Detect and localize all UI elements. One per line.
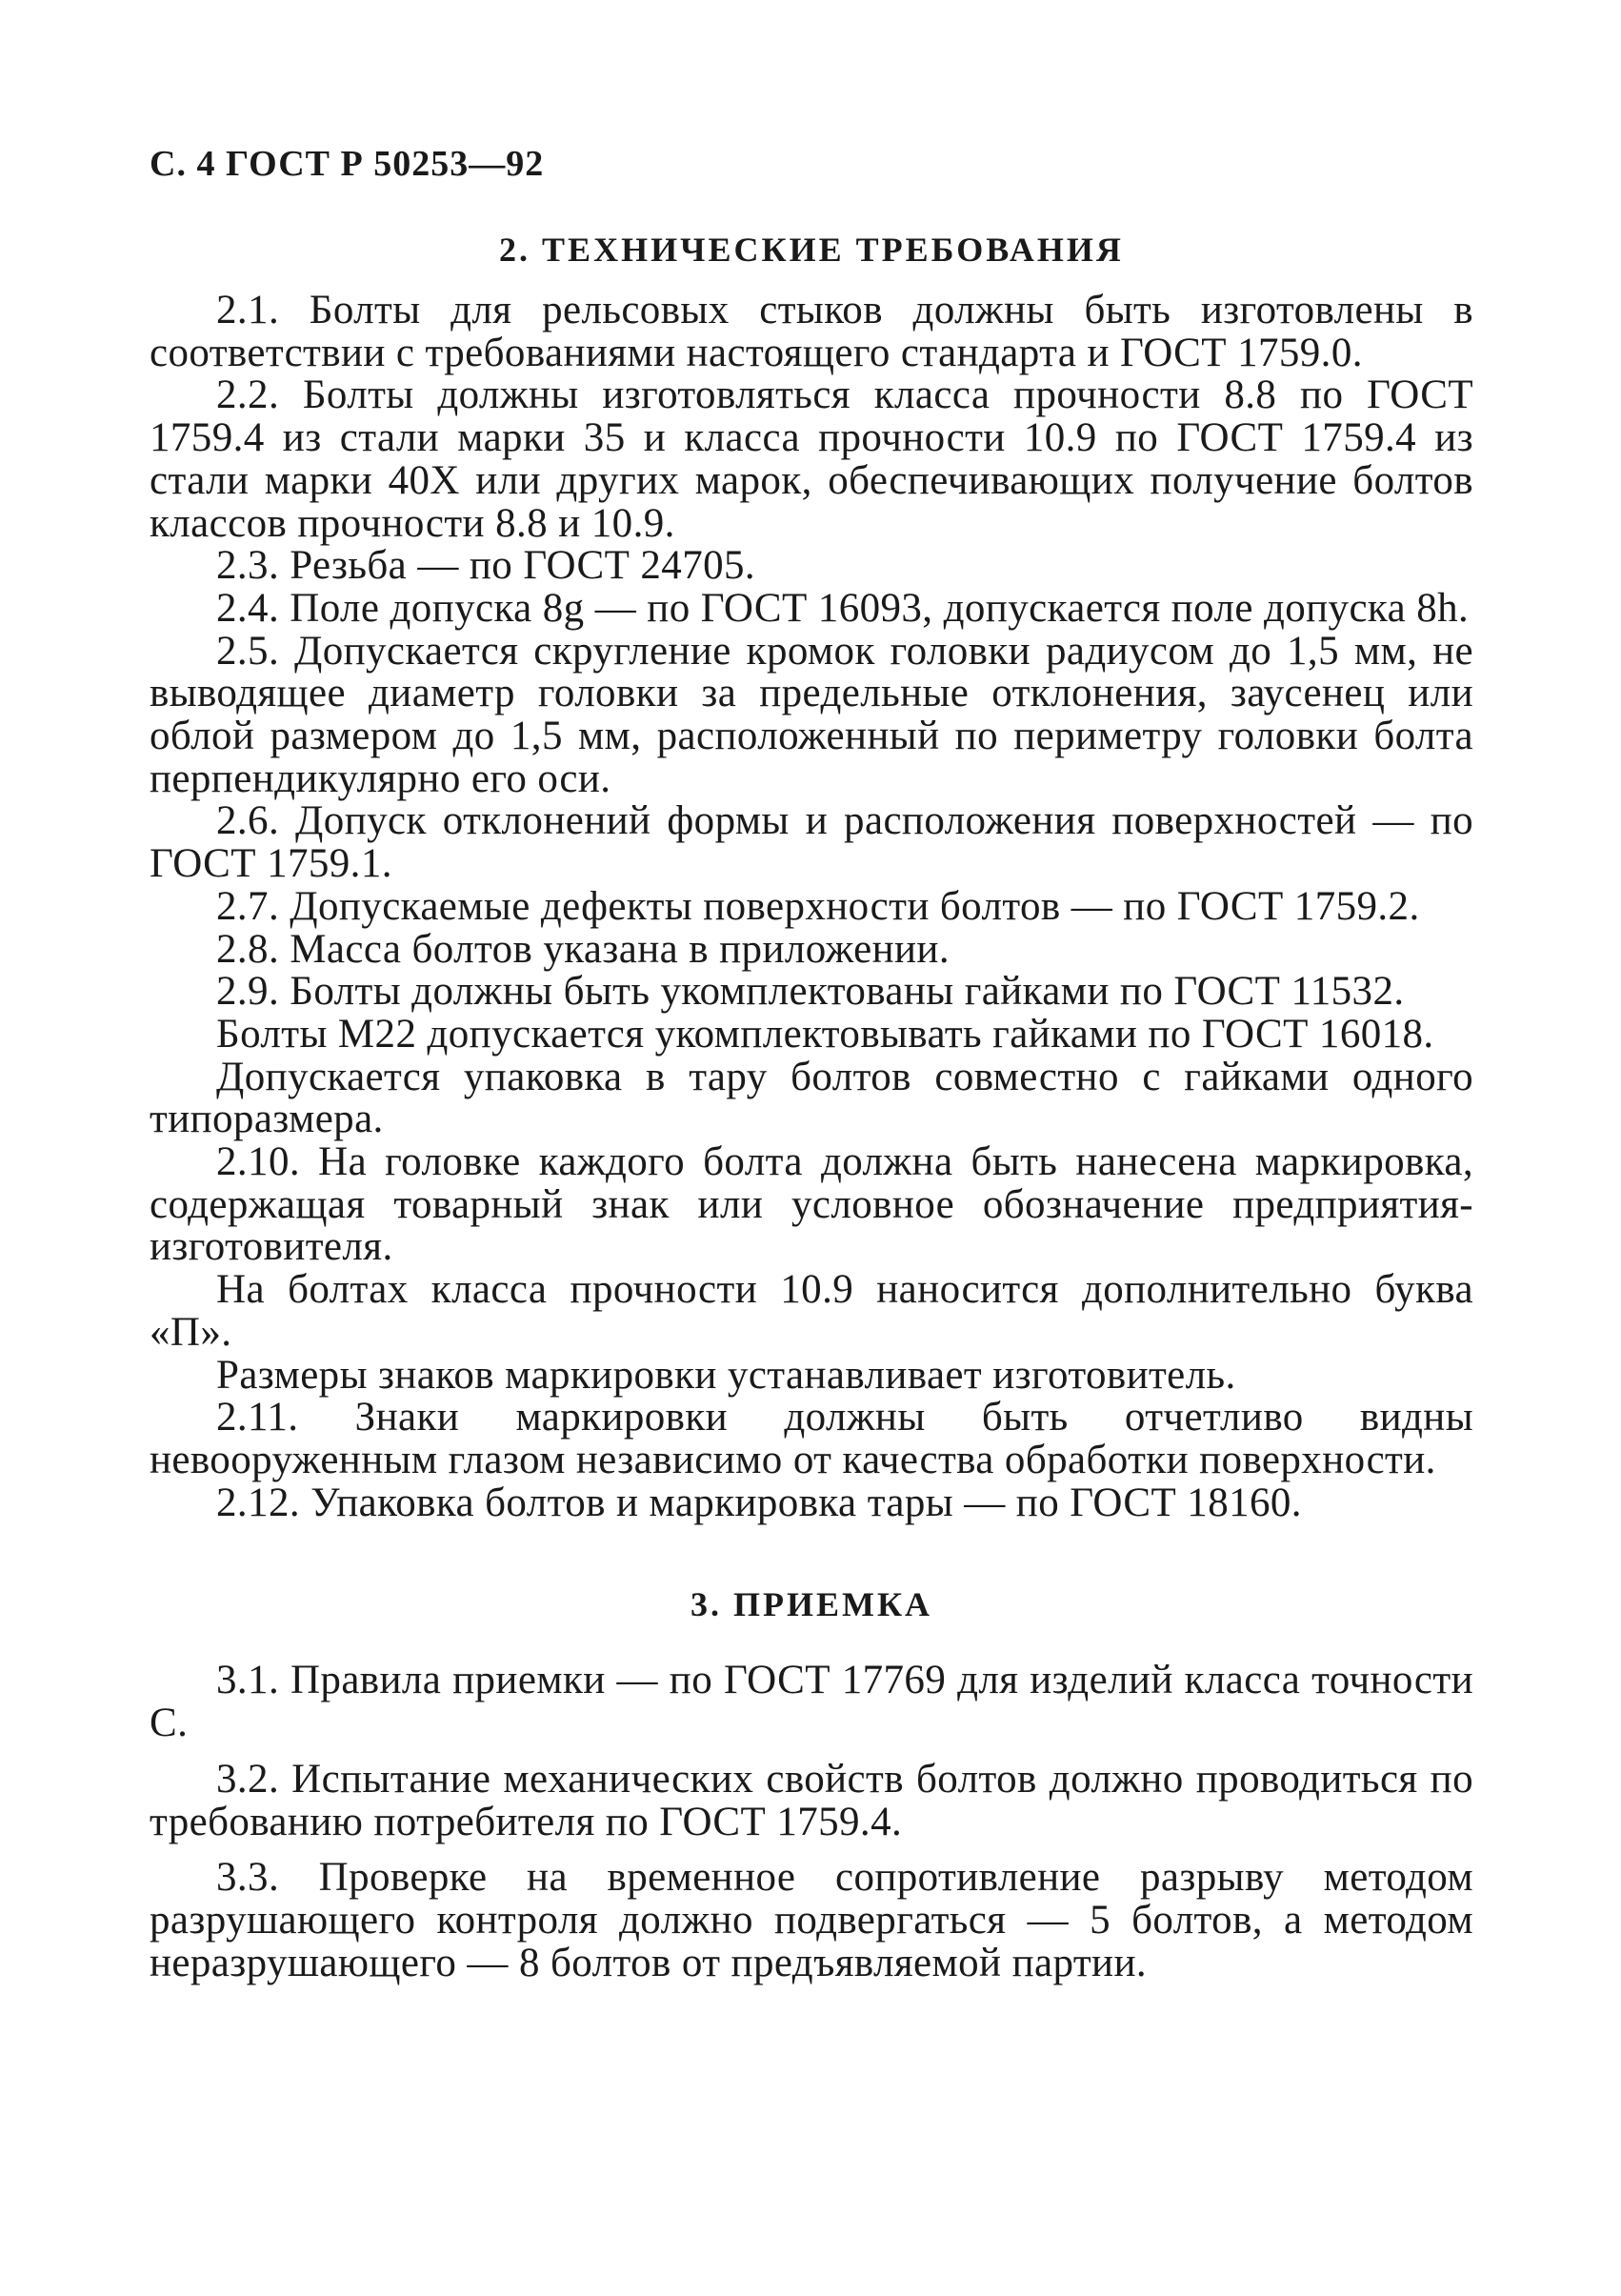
paragraph-2-3: 2.3. Резьба — по ГОСТ 24705. <box>216 543 756 589</box>
paragraph-2-9-packing: Допускается упаковка в тару болтов совместно с гайками одного типоразмера. <box>150 1054 1473 1142</box>
section-3-title: 3. ПРИЕМКА <box>690 1585 933 1624</box>
paragraph-3-2: 3.2. Испытание механических свойств болтов должно проводиться по требованию потребителя по ГОСТ 1759.4. <box>150 1756 1473 1844</box>
paragraph-2-1: 2.1. Болты для рельсовых стыков должны быть изготовлены в соответствии с требованиями настоящего стандарта и ГОСТ 1759.0. <box>150 288 1473 375</box>
paragraph-2-2: 2.2. Болты должны изготовляться класса прочности 8.8 по ГОСТ 1759.4 из стали марки 35 и класса прочности 10.9 по ГОСТ 1759.4 из стали марки 40Х или других марок, обеспечивающих получение болтов классов прочности 8.8 и 10.9. <box>150 373 1473 546</box>
document-page <box>150 143 1473 1984</box>
paragraph-2-7: 2.7. Допускаемые дефекты поверхности болтов — по ГОСТ 1759.2. <box>216 883 1420 929</box>
paragraph-2-9-m22: Болты М22 допускается укомплектовывать гайками по ГОСТ 16018. <box>216 1011 1434 1057</box>
paragraph-2-11: 2.11. Знаки маркировки должны быть отчетливо видны невооруженным глазом независимо от качества обработки поверхности. <box>150 1395 1473 1482</box>
paragraph-2-10-sizes: Размеры знаков маркировки устанавливает изготовитель. <box>216 1352 1236 1398</box>
paragraph-3-3: 3.3. Проверке на временное сопротивление разрыву методом разрушающего контроля должно подвергаться — 5 болтов, а методом неразрушающего — 8 болтов от предъявляемой партии. <box>150 1855 1473 1985</box>
paragraph-2-10-letter: На болтах класса прочности 10.9 наносится дополнительно буква «П». <box>150 1267 1473 1355</box>
paragraph-2-9: 2.9. Болты должны быть укомплектованы гайками по ГОСТ 11532. <box>216 969 1405 1015</box>
page-header: С. 4 ГОСТ Р 50253—92 <box>150 144 545 184</box>
paragraph-2-6: 2.6. Допуск отклонений формы и расположения поверхностей — по ГОСТ 1759.1. <box>150 798 1473 887</box>
paragraph-2-10: 2.10. На головке каждого болта должна быть нанесена маркировка, содержащая товарный знак или условное обозначение предприятия-изготовителя. <box>150 1139 1473 1270</box>
section-2-title: 2. ТЕХНИЧЕСКИЕ ТРЕБОВАНИЯ <box>499 231 1124 269</box>
paragraph-2-5: 2.5. Допускается скругление кромок головки радиусом до 1,5 мм, не выводящее диаметр головки за предельные отклонения, заусенец или облой размером до 1,5 мм, расположенный по периметру головки болта перпендикулярно его оси. <box>150 628 1473 801</box>
paragraph-2-12: 2.12. Упаковка болтов и маркировка тары — по ГОСТ 18160. <box>216 1480 1302 1525</box>
paragraph-2-8: 2.8. Масса болтов указана в приложении. <box>216 926 950 972</box>
paragraph-3-1: 3.1. Правила приемки — по ГОСТ 17769 для изделий класса точности С. <box>150 1658 1473 1746</box>
paragraph-2-4: 2.4. Поле допуска 8g — по ГОСТ 16093, допускается поле допуска 8h. <box>216 585 1470 631</box>
